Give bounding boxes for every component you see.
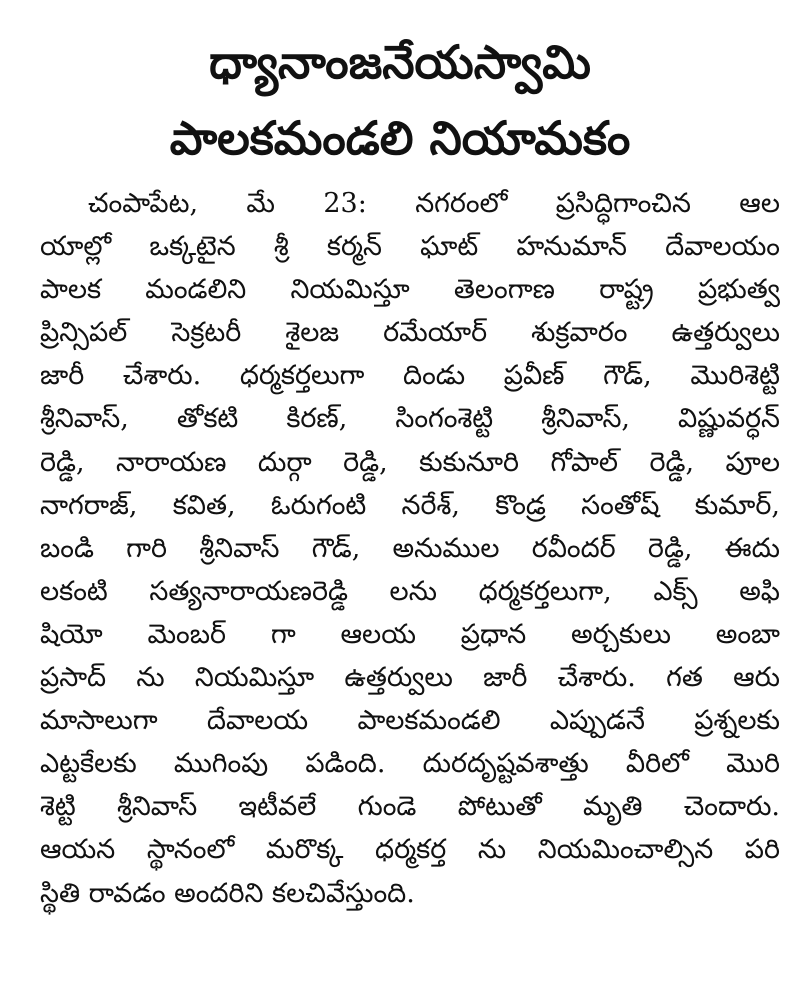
- body-line: ప్రసాద్ ను నియమిస్తూ ఉత్తర్వులు జారీ చేశారు. గత ఆరు: [40, 662, 780, 694]
- body-line: పాలక మండలిని నియమిస్తూ తెలంగాణ రాష్ట్ర ప్రభుత్వ: [40, 274, 780, 306]
- body-line: ఆయన స్థానంలో మరొక్క ధర్మకర్త ను నియమించాల్సిన పరి: [40, 834, 780, 866]
- body-line: శెట్టి శ్రీనివాస్ ఇటీవలే గుండె పోటుతో మృతి చెందారు.: [40, 791, 780, 823]
- article-body: [40, 182, 780, 915]
- body-line: నాగరాజ్, కవిత, ఓరుగంటి నరేశ్, కొండ్ర సంతోష్ కుమార్,: [40, 489, 780, 521]
- body-line: రెడ్డి, నారాయణ దుర్గా రెడ్డి, కుకునూరి గోపాల్ రెడ్డి, పూల: [40, 446, 780, 478]
- body-line: షియో మెంబర్ గా ఆలయ ప్రధాన అర్చకులు అంబా: [40, 618, 780, 650]
- headline-line-2: పాలకమండలి నియామకం: [169, 111, 631, 165]
- body-line: జారీ చేశారు. ధర్మకర్తలుగా దిండు ప్రవీణ్ గౌడ్, మొరిశెట్టి: [40, 360, 780, 392]
- body-line: చంపాపేట, మే 23: నగరంలో ప్రసిద్ధిగాంచిన ఆల: [88, 188, 780, 219]
- body-line: ఎట్టకేలకు ముగింపు పడింది. దురదృష్టవశాత్తు వీరిలో మొరి: [40, 748, 780, 780]
- body-line: శ్రీనివాస్, తోకటి కిరణ్, సింగంశెట్టి శ్రీనివాస్, విష్ణువర్ధన్: [40, 403, 780, 435]
- body-line: ప్రిన్సిపల్ సెక్రటరీ శైలజ రమేయార్ శుక్రవారం ఉత్తర్వులు: [40, 317, 780, 349]
- body-line: లకంటి సత్యనారాయణరెడ్డి లను ధర్మకర్తలుగా, ఎక్స్ అఫి: [40, 575, 780, 607]
- headline-line-1: ధ్యానాంజనేయస్వామి: [209, 35, 591, 89]
- body-line: బండి గారి శ్రీనివాస్ గౌడ్, అనుముల రవీందర్ రెడ్డి, ఈదు: [40, 532, 780, 564]
- body-line: యాల్లో ఒక్కటైన శ్రీ కర్మన్ ఘాట్ హనుమాన్ దేవాలయం: [40, 231, 780, 263]
- body-line: స్థితి రావడం అందరిని కలచివేస్తుంది.: [40, 877, 415, 909]
- body-line: మాసాలుగా దేవాలయ పాలకమండలి ఎప్పుడనే ప్రశ్నలకు: [40, 705, 780, 737]
